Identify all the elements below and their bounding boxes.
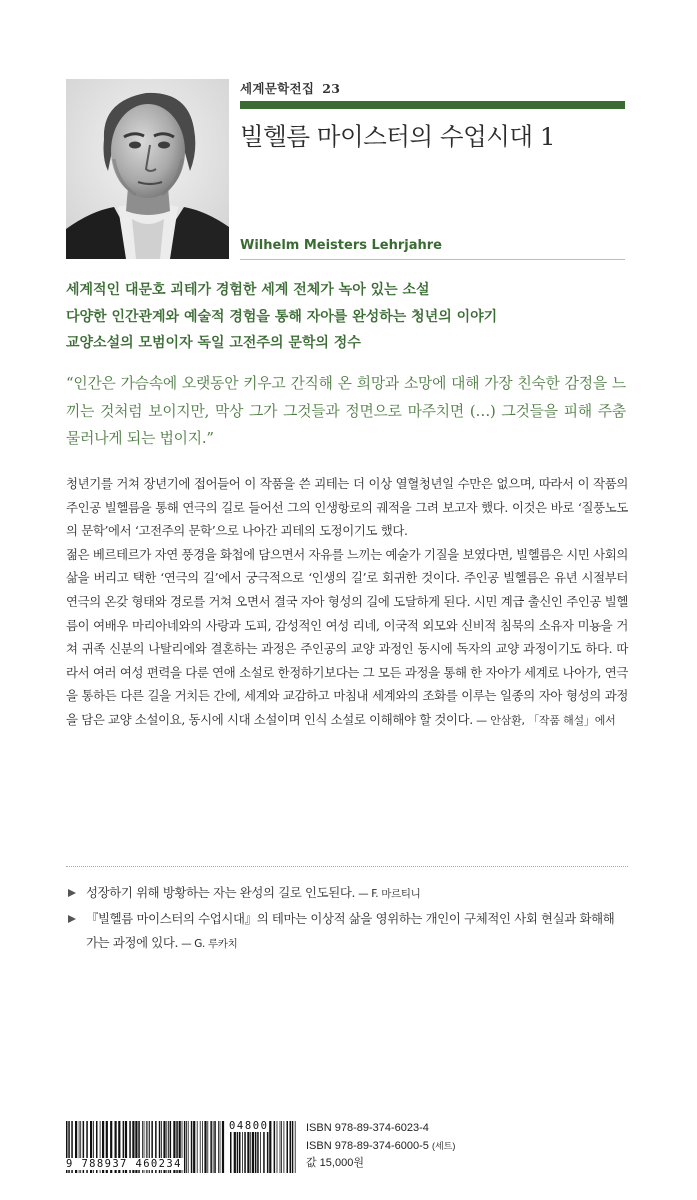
review-list (66, 881, 628, 957)
barcode-bar (290, 1121, 292, 1173)
review-source: — G. 루카치 (178, 938, 238, 950)
barcode-bar (200, 1121, 201, 1173)
description-source: — 안삼환, 「작품 해설」에서 (472, 713, 616, 727)
dotted-divider (66, 866, 628, 867)
barcode-bar (184, 1121, 186, 1173)
book-description (66, 472, 628, 733)
addon-digits: 04800 (229, 1120, 269, 1132)
barcode-bar (193, 1121, 195, 1173)
barcode-bar (222, 1121, 224, 1173)
isbn-set-line (306, 1138, 455, 1156)
barcode-bar (280, 1121, 281, 1173)
barcode-bar (274, 1121, 276, 1173)
barcode-bar (214, 1121, 216, 1173)
highlights (66, 277, 636, 357)
isbn-block (306, 1120, 455, 1173)
isbn-primary: ISBN 978-89-374-6023-4 (306, 1122, 429, 1134)
barcode-bar (218, 1121, 219, 1173)
highlight-line: 세계적인 대문호 괴테가 경험한 세계 전체가 녹아 있는 소설 (66, 282, 430, 298)
barcode-bar (191, 1121, 193, 1173)
triangle-bullet-icon (68, 889, 76, 897)
barcode-digits: 9 788937 460234 (66, 1158, 182, 1170)
series-name: 세계문학전집 (240, 81, 315, 96)
barcode-bar (210, 1121, 212, 1173)
original-title: Wilhelm Meisters Lehrjahre (240, 238, 442, 253)
barcode-bar (207, 1121, 208, 1173)
barcode-bar (277, 1121, 278, 1173)
review-source: — F. 마르티니 (355, 888, 421, 900)
review-item (66, 881, 628, 906)
series-number: 23 (322, 81, 341, 96)
barcode-bar (186, 1121, 187, 1173)
series-label (240, 79, 340, 97)
description-paragraph (66, 543, 628, 733)
review-item (66, 907, 628, 956)
description-paragraph: 청년기를 거쳐 장년기에 접어들어 이 작품을 쓴 괴테는 더 이상 열혈청년일 수만은 없으며, 따라서 이 작품의 주인공 빌헬름을 통해 연극의 길로 들어선 그의 인생항로의 궤적을 그려 보고자 했다. 이것은 바로 ‘질풍노도의 문학’에서 ‘고전주의 문학’으로 나아간 괴테의 도정이기도 했다. (66, 476, 628, 539)
barcode-bar (202, 1121, 203, 1173)
header-green-bar (240, 101, 625, 109)
barcode-bar (204, 1121, 206, 1173)
subtitle-divider (240, 259, 625, 260)
review-text: 『빌헬름 마이스터의 수업시대』의 테마는 이상적 삶을 영위하는 개인이 구체적인 사회 현실과 화해해 가는 과정에 있다. (86, 911, 615, 950)
price: 값 15,000원 (306, 1157, 364, 1169)
author-portrait (66, 79, 229, 259)
review-text: 성장하기 위해 방황하는 자는 완성의 길로 인도된다. (86, 885, 356, 900)
barcode-bar (269, 1121, 271, 1173)
goethe-portrait-image (66, 79, 229, 259)
triangle-bullet-icon (68, 915, 76, 923)
isbn-set: ISBN 978-89-374-6000-5 (306, 1139, 429, 1152)
barcode-bar (197, 1121, 198, 1173)
pull-quote: “인간은 가슴속에 오랫동안 키우고 간직해 온 희망과 소망에 대해 가장 친숙한 감정을 느끼는 것처럼 보이지만, 막상 그가 그것들과 정면으로 마주치면 (…) 그것들을 피해 주춤 물러나게 되는 법이지.” (66, 375, 626, 447)
barcode-bar (220, 1121, 221, 1173)
barcode-bar (287, 1121, 289, 1173)
barcode-bar (284, 1121, 285, 1173)
isbn-set-note: (세트) (431, 1140, 456, 1151)
barcode-bar (292, 1121, 294, 1173)
highlight-line: 다양한 인간관계와 예술적 경험을 통해 자아를 완성하는 청년의 이야기 (66, 308, 498, 325)
barcode-bar (188, 1121, 189, 1173)
barcode-bar (213, 1121, 214, 1173)
book-title: 빌헬름 마이스터의 수업시대 1 (240, 122, 555, 151)
highlight-line: 교양소설의 모범이자 독일 고전주의 문학의 정수 (66, 335, 361, 351)
barcode-bar (281, 1121, 282, 1173)
description-text: 젊은 베르테르가 자연 풍경을 화첩에 담으면서 자유를 느끼는 예술가 기질을 보였다면, 빌헬름은 시민 사회의 삶을 버리고 택한 ‘연극의 길’에서 궁극적으로 ‘인생의 길’로 회귀한 것이다. 주인공 빌헬름은 유년 시절부터 연극의 온갖 형태와 경로를 거쳐 오면서 결국 자아 형성의 길에 도달하게 된다. 시민 계급 출신인 주인공 빌헬름이 여배우 마리아네와의 사랑과 도피, 감성적인 여성 리네, 이국적 외모와 신비적 침묵의 소유자 미뇽을 거쳐 귀족 신분의 나탈리에와 결혼하는 과정은 주인공의 교양 과정인 동시에 독자의 교양 과정이기도 하다. 따라서 여러 여성 편력을 다룬 연애 소설로 한정하기보다는 그 모든 과정을 통해 한 자아가 세계로 나아가, 연극을 통하든 다른 길을 거치든 간에, 세계와 교감하고 마침내 세계와의 조화를 이루는 일종의 자아 형성의 과정을 담은 교양 소설이요, 동시에 시대 소설이며 인식 소설로 이해해야 할 것이다. (66, 546, 628, 727)
barcode-bar (295, 1121, 296, 1173)
